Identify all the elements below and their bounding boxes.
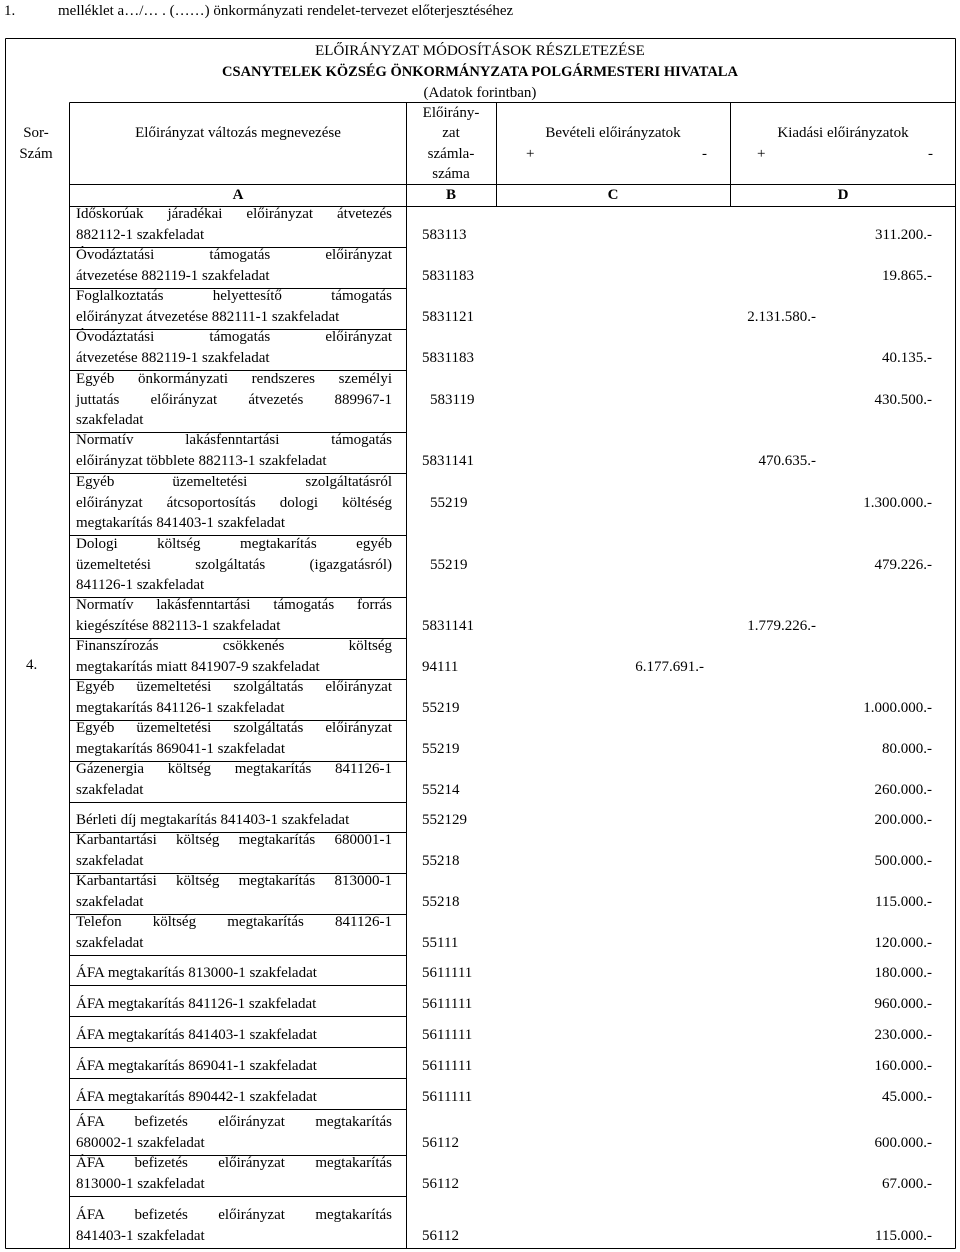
item-description-line: Egyéb üzemeltetési szolgáltatás előirányzat <box>76 720 392 736</box>
item-description-line: ÁFA befizetés előirányzat megtakarítás <box>76 1207 392 1223</box>
item-description-line: előirányzat átvezetése 882111-1 szakfeladat <box>76 308 340 325</box>
item-account: 5611111 <box>422 965 473 981</box>
item-description-line: szakfeladat <box>76 781 144 798</box>
header-col-a: A <box>232 187 244 203</box>
item-description-line: Foglalkoztatás helyettesítő támogatás <box>76 288 392 304</box>
item-amount: 430.500.- <box>874 392 932 408</box>
item-amount: 2.131.580.- <box>747 309 816 325</box>
item-description-line: Telefon költség megtakarítás 841126-1 <box>76 914 392 930</box>
item-description-line: juttatás előirányzat átvezetés 889967-1 <box>76 391 392 408</box>
item-description-line: szakfeladat <box>76 852 144 869</box>
item-account: 55219 <box>430 557 468 573</box>
item-description-line: előirányzat átcsoportosítás dologi költéség <box>76 494 392 511</box>
item-description-line: Óvodáztatási támogatás előirányzat <box>76 247 392 263</box>
item-description-line: Egyéb üzemeltetési szolgáltatás előirányzat <box>76 679 392 695</box>
header-income-minus: - <box>702 146 707 162</box>
item-amount: 1.000.000.- <box>863 700 932 716</box>
item-description-line: Normatív lakásfenntartási támogatás <box>76 432 392 448</box>
item-amount: 960.000.- <box>874 996 932 1012</box>
item-amount: 470.635.- <box>758 453 816 469</box>
item-amount: 45.000.- <box>882 1089 932 1105</box>
header-expense-plus: + <box>757 146 766 162</box>
item-description-line: megtakarítás 841126-1 szakfeladat <box>76 699 285 716</box>
item-description-line: megtakarítás 869041-1 szakfeladat <box>76 740 286 757</box>
row-number: 4. <box>26 657 38 673</box>
item-account: 5831121 <box>422 309 474 325</box>
item-account: 5831141 <box>422 618 474 634</box>
header-acct-4: száma <box>432 166 470 182</box>
units-note: (Adatok forintban) <box>423 85 537 101</box>
item-account: 5831183 <box>422 268 474 284</box>
item-description-line: Normatív lakásfenntartási támogatás forrás <box>76 597 392 613</box>
item-account: 55218 <box>422 853 460 869</box>
item-amount: 120.000.- <box>874 935 932 951</box>
item-account: 55219 <box>422 741 460 757</box>
item-account: 583119 <box>430 392 475 408</box>
item-account: 5611111 <box>422 1058 473 1074</box>
item-description-line: szakfeladat <box>76 893 144 910</box>
item-description-line: ÁFA befizetés előirányzat megtakarítás <box>76 1114 392 1130</box>
item-description-line: megtakarítás miatt 841907-9 szakfeladat <box>76 658 320 675</box>
item-description-line: ÁFA megtakarítás 841403-1 szakfeladat <box>76 1027 317 1043</box>
item-account: 5611111 <box>422 1089 473 1105</box>
item-account: 56112 <box>422 1176 459 1192</box>
item-description-line: ÁFA megtakarítás 841126-1 szakfeladat <box>76 996 317 1012</box>
item-amount: 230.000.- <box>874 1027 932 1043</box>
item-description-line: kiegészítése 882113-1 szakfeladat <box>76 617 281 634</box>
item-account: 55218 <box>422 894 460 910</box>
header-szam: Szám <box>19 146 53 162</box>
item-description-line: ÁFA befizetés előirányzat megtakarítás <box>76 1155 392 1171</box>
item-account: 55219 <box>430 495 468 511</box>
item-account: 94111 <box>422 659 459 675</box>
item-amount: 115.000.- <box>875 1228 932 1244</box>
item-account: 55214 <box>422 782 460 798</box>
item-account: 55219 <box>422 700 460 716</box>
header-name: Előirányzat változás megnevezése <box>135 125 341 141</box>
item-description-line: üzemeltetési szolgáltatás (igazgatásról) <box>76 556 392 573</box>
top-line-number: 1. <box>4 3 16 19</box>
item-description-line: 841126-1 szakfeladat <box>76 577 205 593</box>
item-amount: 1.300.000.- <box>863 495 932 511</box>
item-amount: 311.200.- <box>875 227 932 243</box>
item-amount: 80.000.- <box>882 741 932 757</box>
doc-subtitle: CSANYTELEK KÖZSÉG ÖNKORMÁNYZATA POLGÁRMESTERI HIVATALA <box>222 64 738 80</box>
header-income-plus: + <box>526 146 535 162</box>
item-account: 56112 <box>422 1228 459 1244</box>
item-description-line: átvezetése 882119-1 szakfeladat <box>76 267 270 284</box>
item-description-line: ÁFA megtakarítás 813000-1 szakfeladat <box>76 965 317 981</box>
header-acct-1: Előirány- <box>422 105 480 121</box>
item-description-line: 680002-1 szakfeladat <box>76 1134 205 1151</box>
header-expense-minus: - <box>928 146 933 162</box>
header-expense: Kiadási előirányzatok <box>777 125 909 141</box>
item-amount: 500.000.- <box>874 853 932 869</box>
item-description-line: Karbantartási költség megtakarítás 813000-1 <box>76 873 392 889</box>
item-account: 5831183 <box>422 350 474 366</box>
item-description-line: Bérleti díj megtakarítás 841403-1 szakfeladat <box>76 812 350 828</box>
item-account: 56112 <box>422 1135 459 1151</box>
item-description-line: Egyéb üzemeltetési szolgáltatásról <box>76 474 392 490</box>
item-description-line: ÁFA megtakarítás 890442-1 szakfeladat <box>76 1089 317 1105</box>
item-description-line: átvezetése 882119-1 szakfeladat <box>76 349 270 366</box>
item-amount: 479.226.- <box>874 557 932 573</box>
item-amount: 200.000.- <box>874 812 932 828</box>
item-account: 5611111 <box>422 1027 473 1043</box>
item-description-line: 841403-1 szakfeladat <box>76 1227 205 1244</box>
header-col-d: D <box>837 187 849 203</box>
header-income: Bevételi előirányzatok <box>545 125 681 141</box>
header-acct-3: számla- <box>427 146 475 162</box>
item-amount: 600.000.- <box>874 1135 932 1151</box>
item-description-line: szakfeladat <box>76 412 144 428</box>
item-description-line: 882112-1 szakfeladat <box>76 226 205 243</box>
item-description-line: Gázenergia költség megtakarítás 841126-1 <box>76 761 392 777</box>
item-account: 583113 <box>422 227 467 243</box>
item-description-line: megtakarítás 841403-1 szakfeladat <box>76 515 286 531</box>
item-description-line: Egyéb önkormányzati rendszeres személyi <box>76 371 392 387</box>
item-amount: 6.177.691.- <box>635 659 704 675</box>
header-sor: Sor- <box>23 125 49 141</box>
item-description-line: Dologi költség megtakarítás egyéb <box>76 536 392 552</box>
item-amount: 260.000.- <box>874 782 932 798</box>
header-col-c: C <box>607 187 619 203</box>
item-description-line: szakfeladat <box>76 934 144 951</box>
item-amount: 40.135.- <box>882 350 932 366</box>
item-description-line: 813000-1 szakfeladat <box>76 1175 205 1192</box>
item-amount: 19.865.- <box>882 268 932 284</box>
item-description-line: előirányzat többlete 882113-1 szakfeladat <box>76 452 327 469</box>
item-amount: 160.000.- <box>874 1058 932 1074</box>
item-description-line: Finanszírozás csökkenés költség <box>76 638 392 654</box>
item-description-line: Karbantartási költség megtakarítás 680001-1 <box>76 832 392 848</box>
item-amount: 1.779.226.- <box>747 618 816 634</box>
item-description-line: ÁFA megtakarítás 869041-1 szakfeladat <box>76 1058 317 1074</box>
item-account: 552129 <box>422 812 467 828</box>
top-line-text: melléklet a…/… . (……) önkormányzati rendelet-tervezet előterjesztéséhez <box>58 3 514 19</box>
item-account: 5831141 <box>422 453 474 469</box>
header-acct-2: zat <box>442 125 460 141</box>
item-description-line: Óvodáztatási támogatás előirányzat <box>76 329 392 345</box>
item-description-line: Időskorúak járadékai előirányzat átvetezés <box>76 206 392 222</box>
item-account: 5611111 <box>422 996 473 1012</box>
doc-title: ELŐIRÁNYZAT MÓDOSÍTÁSOK RÉSZLETEZÉSE <box>315 43 645 59</box>
item-amount: 180.000.- <box>874 965 932 981</box>
item-amount: 67.000.- <box>882 1176 932 1192</box>
header-col-b: B <box>445 187 456 203</box>
item-account: 55111 <box>422 935 459 951</box>
item-amount: 115.000.- <box>875 894 932 910</box>
